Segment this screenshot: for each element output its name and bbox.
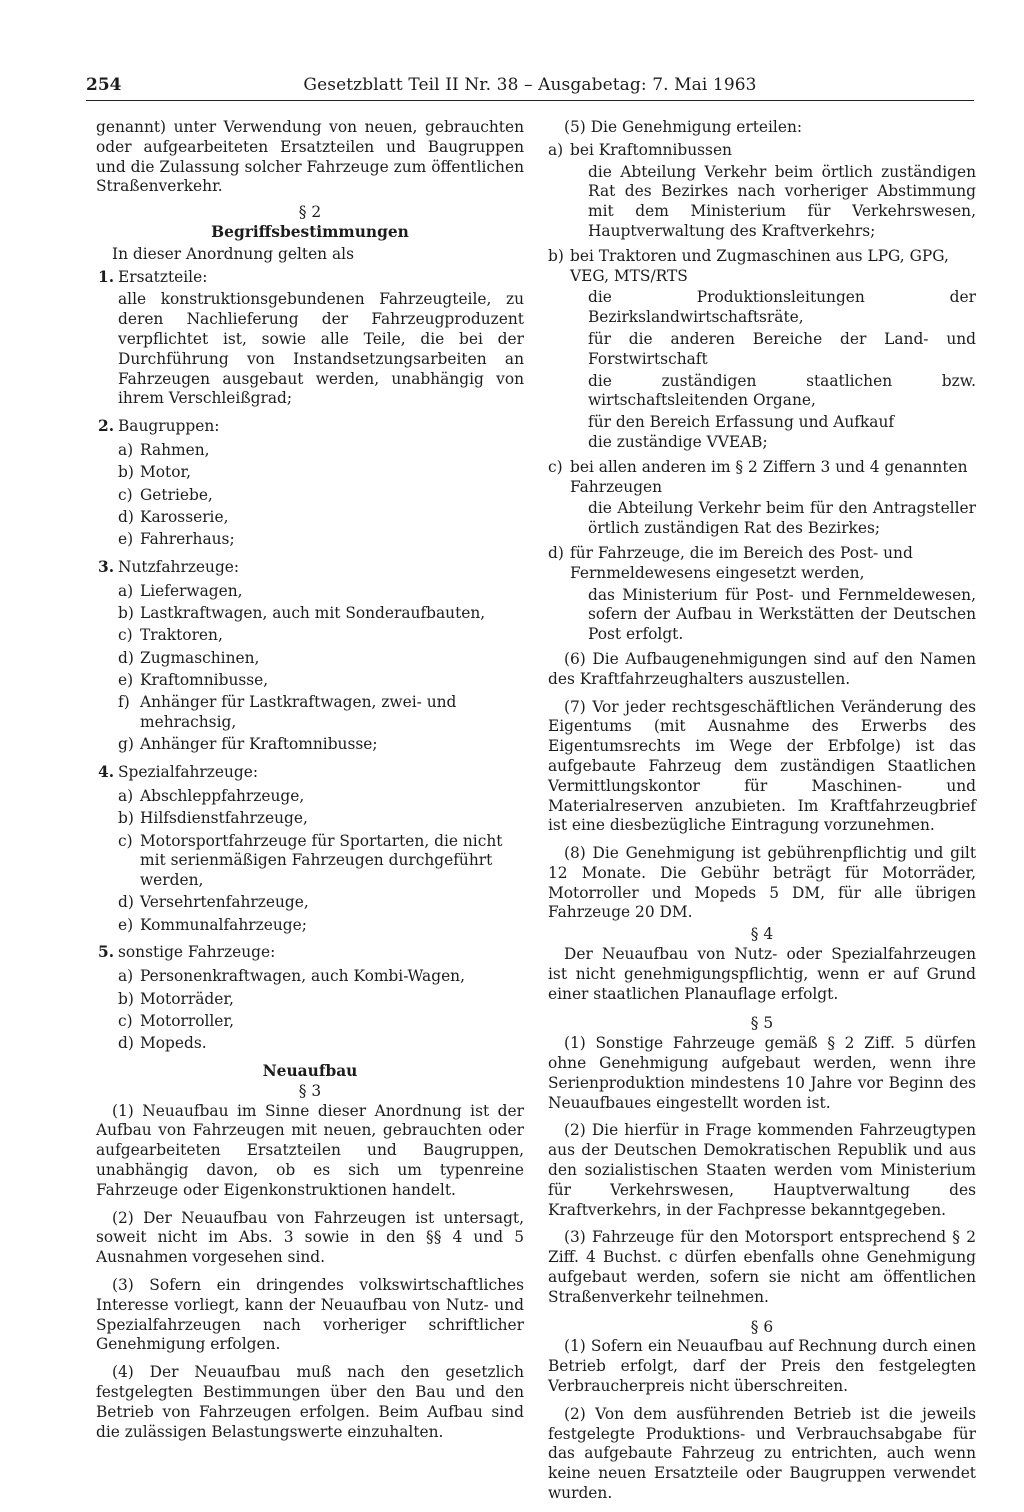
approval-lead: (5) Die Genehmigung erteilen: bbox=[564, 118, 803, 136]
approval-item bbox=[548, 247, 976, 453]
sub-label: c) bbox=[118, 485, 133, 504]
sub-text: Karosserie, bbox=[140, 507, 229, 526]
sub-label: b) bbox=[118, 463, 134, 482]
approval-label: b) bbox=[548, 246, 564, 265]
sub-item bbox=[118, 463, 524, 483]
section-3-paragraph: (4) Der Neuaufbau muß nach den gesetzlich festgelegten Bestimmungen über den Bau und den Betrieb von Fahrzeugen erfolgen. Beim Aufbau sind die zulässigen Belastungswerte einzuhalten. bbox=[96, 1363, 524, 1441]
sub-text: Mopeds. bbox=[140, 1034, 207, 1053]
approval-head: für Fahrzeuge, die im Bereich des Post- und Fernmeldewesens eingesetzt werden, bbox=[570, 543, 913, 582]
sub-item bbox=[118, 1034, 524, 1054]
section-3-mark: § 3 bbox=[298, 1081, 322, 1100]
right-column bbox=[548, 118, 976, 1512]
sub-item bbox=[118, 787, 524, 807]
section-2-lead: In dieser Anordnung gelten als bbox=[112, 244, 354, 263]
sub-text: Anhänger für Kraftomnibusse; bbox=[140, 735, 378, 754]
sub-text: Kraftomnibusse, bbox=[140, 670, 269, 689]
sub-label: b) bbox=[118, 809, 134, 828]
sub-text: Abschleppfahrzeuge, bbox=[140, 786, 305, 805]
definition-number: 4. bbox=[98, 763, 115, 782]
sub-text: Getriebe, bbox=[140, 485, 213, 504]
definition-item bbox=[96, 558, 524, 755]
sub-item bbox=[118, 604, 524, 624]
section-3-paragraph: (3) Sofern ein dringendes volkswirtschaftliches Interesse vorliegt, kann der Neuaufbau von Nutz- und Spezialfahrzeugen nach vorheriger schriftlicher Genehmigung erfolgen. bbox=[96, 1275, 524, 1354]
page-number: 254 bbox=[86, 75, 122, 95]
section-6-paragraph: (2) Von dem ausführenden Betrieb ist die jeweils festgelegte Produktions- und Verbrauchsabgabe für das aufgebaute Fahrzeug zu entrichten, auch wenn keine neuen Ersatzteile oder Baugruppen verwendet wurden. bbox=[548, 1404, 976, 1502]
sub-label: d) bbox=[118, 1034, 134, 1053]
sub-item bbox=[118, 626, 524, 646]
definition-item bbox=[96, 943, 524, 1053]
sub-list bbox=[118, 967, 524, 1054]
sub-label: a) bbox=[118, 786, 134, 805]
section-2-mark: § 2 bbox=[298, 203, 322, 222]
sub-text: Traktoren, bbox=[140, 626, 223, 645]
approval-head: bei allen anderen im § 2 Ziffern 3 und 4 genannten Fahrzeugen bbox=[570, 457, 968, 496]
approval-text: für den Bereich Erfassung und Aufkauf bbox=[588, 413, 895, 432]
sub-label: a) bbox=[118, 581, 134, 600]
definition-number: 3. bbox=[98, 557, 115, 576]
sub-text: Personenkraftwagen, auch Kombi-Wagen, bbox=[140, 967, 465, 986]
section-5-paragraph: (1) Sonstige Fahrzeuge gemäß § 2 Ziff. 5 dürfen ohne Genehmigung aufgebaut werden, wenn ihre Serienproduktion mindestens 10 Jahre vor Beginn des Neuaufbaues eingestellt worden ist. bbox=[548, 1034, 976, 1112]
sub-label: a) bbox=[118, 967, 134, 986]
sub-label: d) bbox=[118, 648, 134, 667]
sub-label: f) bbox=[118, 693, 130, 712]
definition-head: Nutzfahrzeuge: bbox=[118, 557, 240, 576]
sub-item bbox=[118, 809, 524, 829]
sub-label: c) bbox=[118, 626, 133, 645]
sub-list bbox=[118, 787, 524, 936]
sub-label: d) bbox=[118, 893, 134, 912]
sub-text: Versehrtenfahrzeuge, bbox=[140, 893, 309, 912]
approval-text: für die anderen Bereiche der Land- und Forstwirtschaft bbox=[588, 329, 976, 368]
sub-text: Fahrerhaus; bbox=[140, 530, 235, 549]
sub-item bbox=[118, 893, 524, 913]
sub-item bbox=[118, 486, 524, 506]
section-4-paragraph: Der Neuaufbau von Nutz- oder Spezialfahrzeugen ist nicht genehmigungspflichtig, wenn er auf Grund einer staatlichen Planauflage erfolgt. bbox=[548, 945, 976, 1003]
definition-number: 5. bbox=[98, 943, 115, 962]
section-5-paragraph: (2) Die hierfür in Frage kommenden Fahrzeugtypen aus der Deutschen Demokratischen Republik und aus den sozialistischen Staaten werden vom Ministerium für Verkehrswesen, Hauptverwaltung des Kraftverkehrs, in der Fachpresse bekanntgegeben. bbox=[548, 1121, 976, 1219]
sub-text: Lastkraftwagen, auch mit Sonderaufbauten, bbox=[140, 604, 486, 623]
sub-text: Motorroller, bbox=[140, 1011, 234, 1030]
definition-item bbox=[96, 268, 524, 410]
section-2-title: Begriffsbestimmungen bbox=[211, 222, 409, 241]
section-3-paragraph: (6) Die Aufbaugenehmigungen sind auf den Namen des Kraftfahrzeughalters auszustellen. bbox=[548, 649, 976, 688]
sub-text: Kommunalfahrzeuge; bbox=[140, 915, 307, 934]
sub-label: c) bbox=[118, 1011, 133, 1030]
sub-list bbox=[118, 582, 524, 755]
section-4-mark: § 4 bbox=[750, 925, 774, 944]
sub-item bbox=[118, 441, 524, 461]
definition-item bbox=[96, 417, 524, 550]
sub-label: e) bbox=[118, 670, 134, 689]
sub-label: c) bbox=[118, 831, 133, 850]
section-6-paragraph: (1) Sofern ein Neuaufbau auf Rechnung durch einen Betrieb erfolgt, darf der Preis den festgelegten Verbraucherpreis nicht überschreiten. bbox=[548, 1337, 976, 1396]
sub-item bbox=[118, 693, 524, 733]
sub-item bbox=[118, 508, 524, 528]
sub-label: d) bbox=[118, 507, 134, 526]
sub-label: b) bbox=[118, 989, 134, 1008]
section-3-paragraph: (1) Neuaufbau im Sinne dieser Anordnung ist der Aufbau von Fahrzeugen mit neuen, gebrauchten oder aufgearbeiteten Ersatzteilen und Baugruppen, unabhängig davon, ob es sich um typenreine Fahrzeuge oder Eigenkonstruktionen handelt. bbox=[96, 1101, 524, 1199]
definition-item bbox=[96, 763, 524, 935]
approval-label: a) bbox=[548, 140, 564, 159]
sub-item bbox=[118, 735, 524, 755]
definition-number: 2. bbox=[98, 417, 115, 436]
sub-label: g) bbox=[118, 735, 134, 754]
approval-label: d) bbox=[548, 543, 564, 562]
definition-head: Spezialfahrzeuge: bbox=[118, 763, 259, 782]
sub-label: b) bbox=[118, 604, 134, 623]
definition-body: alle konstruktionsgebundenen Fahrzeugteile, zu deren Nachlieferung der Fahrzeugproduzent verpflichtet ist, sowie alle Teile, die bei der Durchführung von Instandsetzungsarbeiten an Fahrzeugen ausgebaut werden, unabhängig von ihrem Verschleißgrad; bbox=[118, 290, 524, 408]
approval-text: die Abteilung Verkehr beim für den Antragsteller örtlich zuständigen Rat des Bezirkes; bbox=[588, 499, 976, 538]
sub-text: Rahmen, bbox=[140, 440, 210, 459]
section-6-mark: § 6 bbox=[750, 1317, 774, 1336]
sub-text: Motorsportfahrzeuge für Sportarten, die nicht mit serienmäßigen Fahrzeugen durchgeführt werden, bbox=[140, 831, 503, 890]
section-3-paragraph: (7) Vor jeder rechtsgeschäftlichen Veränderung des Eigentums (mit Ausnahme des Erwerbs des Eigentumsrechts im Wege der Erbfolge) ist das aufgebaute Fahrzeug dem zuständigen Staatlichen Vermittlungskontor für Maschinen- und Materialreserven anzubieten. Im Kraftfahrzeugbrief ist eine diesbezügliche Eintragung vorzunehmen. bbox=[548, 697, 976, 835]
page-header bbox=[86, 72, 974, 101]
sub-text: Hilfsdienstfahrzeuge, bbox=[140, 809, 308, 828]
approval-item bbox=[548, 458, 976, 539]
approval-label: c) bbox=[548, 457, 563, 476]
sub-text: Anhänger für Lastkraftwagen, zwei- und mehrachsig, bbox=[140, 693, 457, 732]
sub-item bbox=[118, 1012, 524, 1032]
sub-label: e) bbox=[118, 915, 134, 934]
approval-item bbox=[548, 544, 976, 645]
approval-item bbox=[548, 141, 976, 242]
approval-head: bei Kraftomnibussen bbox=[570, 140, 732, 159]
sub-item bbox=[118, 916, 524, 936]
left-column bbox=[96, 118, 524, 1450]
sub-text: Motorräder, bbox=[140, 989, 234, 1008]
definition-number: 1. bbox=[98, 267, 115, 286]
definition-head: sonstige Fahrzeuge: bbox=[118, 943, 276, 962]
sub-label: e) bbox=[118, 530, 134, 549]
sub-item bbox=[118, 649, 524, 669]
sub-item bbox=[118, 582, 524, 602]
neuaufbau-heading: Neuaufbau bbox=[262, 1061, 358, 1080]
sub-item bbox=[118, 671, 524, 691]
sub-item bbox=[118, 530, 524, 550]
approval-text: die zuständige VVEAB; bbox=[588, 432, 768, 451]
approval-text: die zuständigen staatlichen bzw. wirtschaftsleitenden Organe, bbox=[588, 371, 976, 410]
intro-paragraph: genannt) unter Verwendung von neuen, gebrauchten oder aufgearbeiteten Ersatzteilen und Baugruppen und die Zulassung solcher Fahrzeuge zum öffentlichen Straßenverkehr. bbox=[96, 118, 524, 196]
definition-head: Baugruppen: bbox=[118, 417, 220, 436]
sub-item bbox=[118, 990, 524, 1010]
approval-head: bei Traktoren und Zugmaschinen aus LPG, GPG, VEG, MTS/RTS bbox=[570, 246, 949, 285]
sub-text: Lieferwagen, bbox=[140, 581, 243, 600]
sub-text: Zugmaschinen, bbox=[140, 648, 260, 667]
approval-text: die Produktionsleitungen der Bezirkslandwirtschaftsräte, bbox=[588, 288, 976, 327]
sub-list bbox=[118, 441, 524, 550]
approval-text: die Abteilung Verkehr beim örtlich zuständigen Rat des Bezirkes nach vorheriger Abstimmung mit dem Ministerium für Verkehrswesen, Hauptverwaltung des Kraftverkehrs; bbox=[588, 162, 976, 240]
section-3-paragraph: (2) Der Neuaufbau von Fahrzeugen ist untersagt, soweit nicht im Abs. 3 sowie in den §§ 4 und 5 Ausnahmen vorgesehen sind. bbox=[96, 1208, 524, 1267]
running-title: Gesetzblatt Teil II Nr. 38 – Ausgabetag: 7. Mai 1963 bbox=[303, 75, 757, 95]
section-5-paragraph: (3) Fahrzeuge für den Motorsport entsprechend § 2 Ziff. 4 Buchst. c dürfen ebenfalls ohne Genehmigung aufgebaut werden, sofern sie nicht am öffentlichen Straßenverkehr teilnehmen. bbox=[548, 1228, 976, 1306]
sub-label: a) bbox=[118, 440, 134, 459]
sub-item bbox=[118, 967, 524, 987]
sub-item bbox=[118, 832, 524, 891]
section-5-mark: § 5 bbox=[750, 1014, 774, 1033]
definition-head: Ersatzteile: bbox=[118, 267, 208, 286]
approval-text: das Ministerium für Post- und Fernmeldewesen, sofern der Aufbau in Werkstätten der Deutschen Post erfolgt. bbox=[588, 585, 976, 644]
sub-text: Motor, bbox=[140, 463, 192, 482]
section-3-paragraph: (8) Die Genehmigung ist gebührenpflichtig und gilt 12 Monate. Die Gebühr beträgt für Motorräder, Motorroller und Mopeds 5 DM, für alle übrigen Fahrzeuge 20 DM. bbox=[548, 844, 976, 922]
